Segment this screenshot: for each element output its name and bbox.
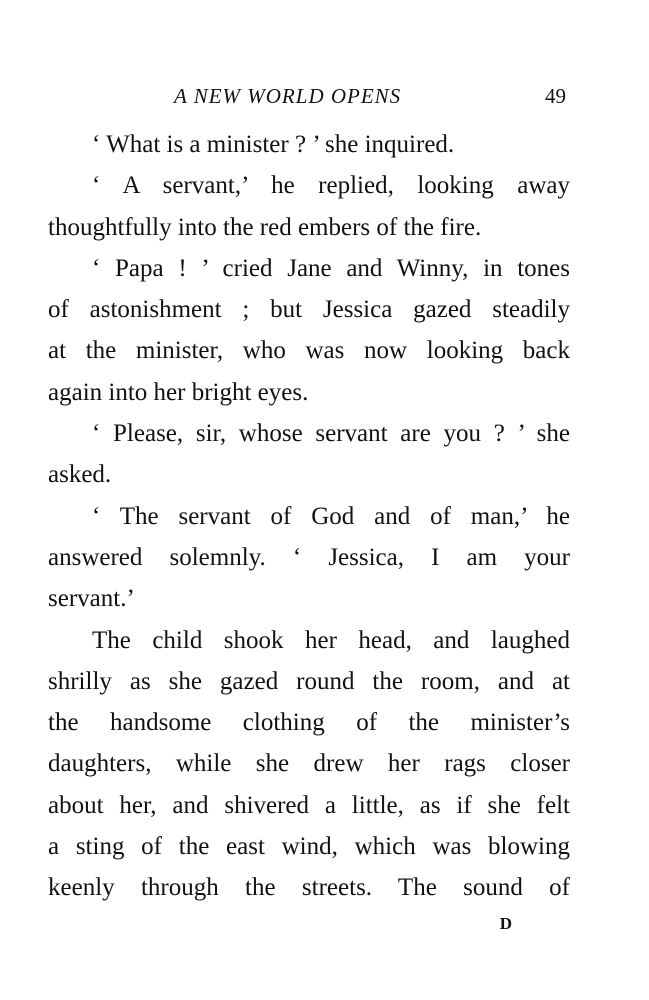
- text-line: thoughtfully into the red embers of the fire.: [48, 213, 482, 241]
- text-line: a sting of the east wind, which was blowing: [48, 833, 570, 861]
- text-line: asked.: [48, 461, 112, 489]
- body-text: [48, 124, 570, 909]
- text-line: of astonishment ; but Jessica gazed steadily: [48, 296, 570, 324]
- text-line: ‘ What is a minister ? ’ she inquired.: [92, 131, 455, 158]
- running-head-title: A NEW WORLD OPENS: [174, 84, 402, 108]
- text-line: shrilly as she gazed round the room, and at: [48, 667, 570, 695]
- signature-mark: D: [499, 914, 513, 933]
- text-line: about her, and shivered a little, as if she felt: [48, 791, 570, 819]
- text-line: again into her bright eyes.: [48, 378, 309, 406]
- text-line: servant.’: [48, 585, 135, 613]
- text-line: ‘ The servant of God and of man,’ he: [92, 502, 570, 530]
- page-number: 49: [545, 84, 566, 108]
- text-line: ‘ A servant,’ he replied, looking away: [92, 172, 570, 200]
- text-line: ‘ Papa ! ’ cried Jane and Winny, in tones: [92, 254, 570, 282]
- text-line: the handsome clothing of the minister’s: [48, 709, 570, 737]
- running-head: [48, 84, 570, 112]
- text-line: keenly through the streets. The sound of: [48, 874, 570, 902]
- text-line: at the minister, who was now looking back: [48, 337, 570, 365]
- text-line: The child shook her head, and laughed: [92, 626, 570, 654]
- text-line: ‘ Please, sir, whose servant are you ? ’ she: [92, 420, 570, 448]
- text-line: answered solemnly. ‘ Jessica, I am your: [48, 543, 570, 571]
- text-line: daughters, while she drew her rags closer: [48, 750, 570, 778]
